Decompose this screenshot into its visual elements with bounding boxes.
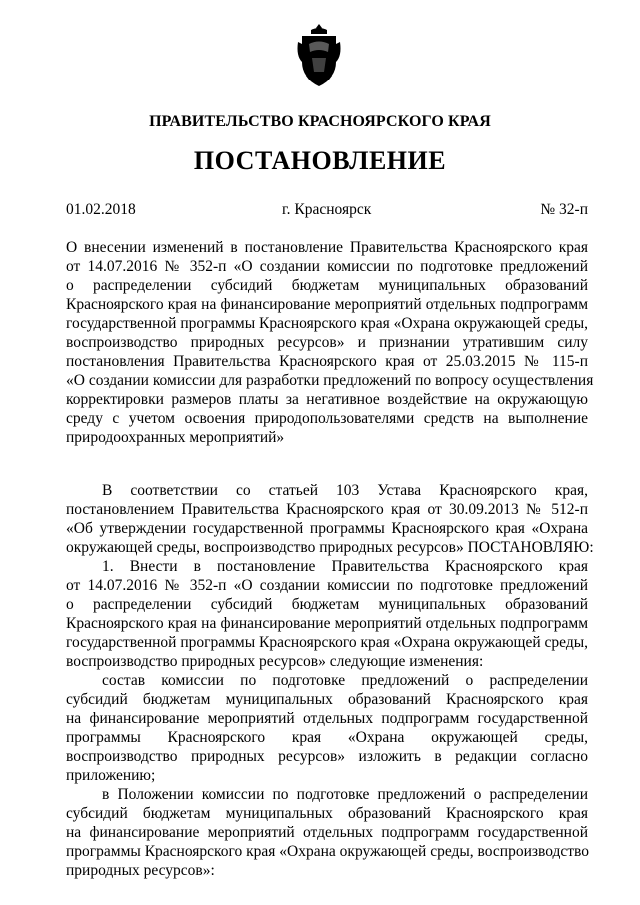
document-type-title: ПОСТАНОВЛЕНИЕ [193,146,447,175]
body-line: на финансирование мероприятий отдельных подпрограмм государственной [66,824,588,841]
body-line: государственной программы Красноярского края «Охрана окружающей среды, [66,634,589,651]
body-line: субсидий бюджетам муниципальных образований Красноярского края [66,691,588,708]
body-line: воспроизводство природных ресурсов» изложить в редакции согласно [66,748,588,765]
body-paragraph-composition [66,671,588,785]
title-line: среду с учетом освоения природопользователями средств на выполнение [66,410,588,427]
body-line: постановлением Правительства Красноярского края от 30.09.2013 № 512-п [66,501,588,518]
body-paragraph-regulation [66,785,588,880]
title-line: о распределении субсидий бюджетам муниципальных образований [66,277,588,294]
document-title-block [66,238,594,447]
coat-of-arms-emblem [296,22,342,88]
body-line: программы Красноярского края «Охрана окружающей среды, воспроизводство [66,843,590,860]
body-line: состав комиссии по подготовке предложений о распределении [102,672,588,689]
body-line: В соответствии со статьей 103 Устава Красноярского края, [102,482,588,499]
document-date: 01.02.2018 [66,201,136,218]
title-line: «О создании комиссии для разработки предложений по вопросу осуществления [66,372,594,389]
title-line: Красноярского края на финансирование мероприятий отдельных подпрограмм [66,296,588,313]
body-line: 1. Внести в постановление Правительства Красноярского края [102,558,588,575]
organization-name: ПРАВИТЕЛЬСТВО КРАСНОЯРСКОГО КРАЯ [149,113,491,130]
body-line: на финансирование мероприятий отдельных подпрограмм государственной [66,710,588,727]
body-line: приложению; [66,767,156,784]
body-line: Красноярского края на финансирование мероприятий отдельных подпрограмм [66,615,588,632]
document-number: № 32-п [540,201,588,218]
body-line: в Положении комиссии по подготовке предложений о распределении [102,786,588,803]
body-line: субсидий бюджетам муниципальных образований Красноярского края [66,805,588,822]
body-paragraph-preamble [66,481,594,557]
body-line: программы Красноярского края «Охрана окружающей среды, [66,729,588,746]
title-line: О внесении изменений в постановление Правительства Красноярского края [66,239,588,256]
body-line: «Об утверждении государственной программы Красноярского края «Охрана [66,520,588,537]
body-line: природных ресурсов»: [66,862,215,879]
body-line: от 14.07.2016 № 352-п «О создании комиссии по подготовке предложений [66,577,588,594]
body-line: воспроизводство природных ресурсов» следующие изменения: [66,653,484,670]
title-line: корректировки размеров платы за негативное воздействие на окружающую [66,391,588,408]
body-line: окружающей среды, воспроизводство природных ресурсов» ПОСТАНОВЛЯЮ: [66,539,594,556]
title-line: от 14.07.2016 № 352-п «О создании комиссии по подготовке предложений [66,258,588,275]
body-line: о распределении субсидий бюджетам муниципальных образований [66,596,588,613]
title-line: постановления Правительства Красноярского края от 25.03.2015 № 115-п [66,353,588,370]
document-meta-row [66,201,588,221]
document-city: г. Красноярск [282,201,372,218]
title-line: воспроизводство природных ресурсов» и признании утратившим силу [66,334,588,351]
title-line: государственной программы Красноярского края «Охрана окружающей среды, [66,315,589,332]
body-paragraph-item-1 [66,557,588,671]
title-line: природоохранных мероприятий» [66,429,285,446]
